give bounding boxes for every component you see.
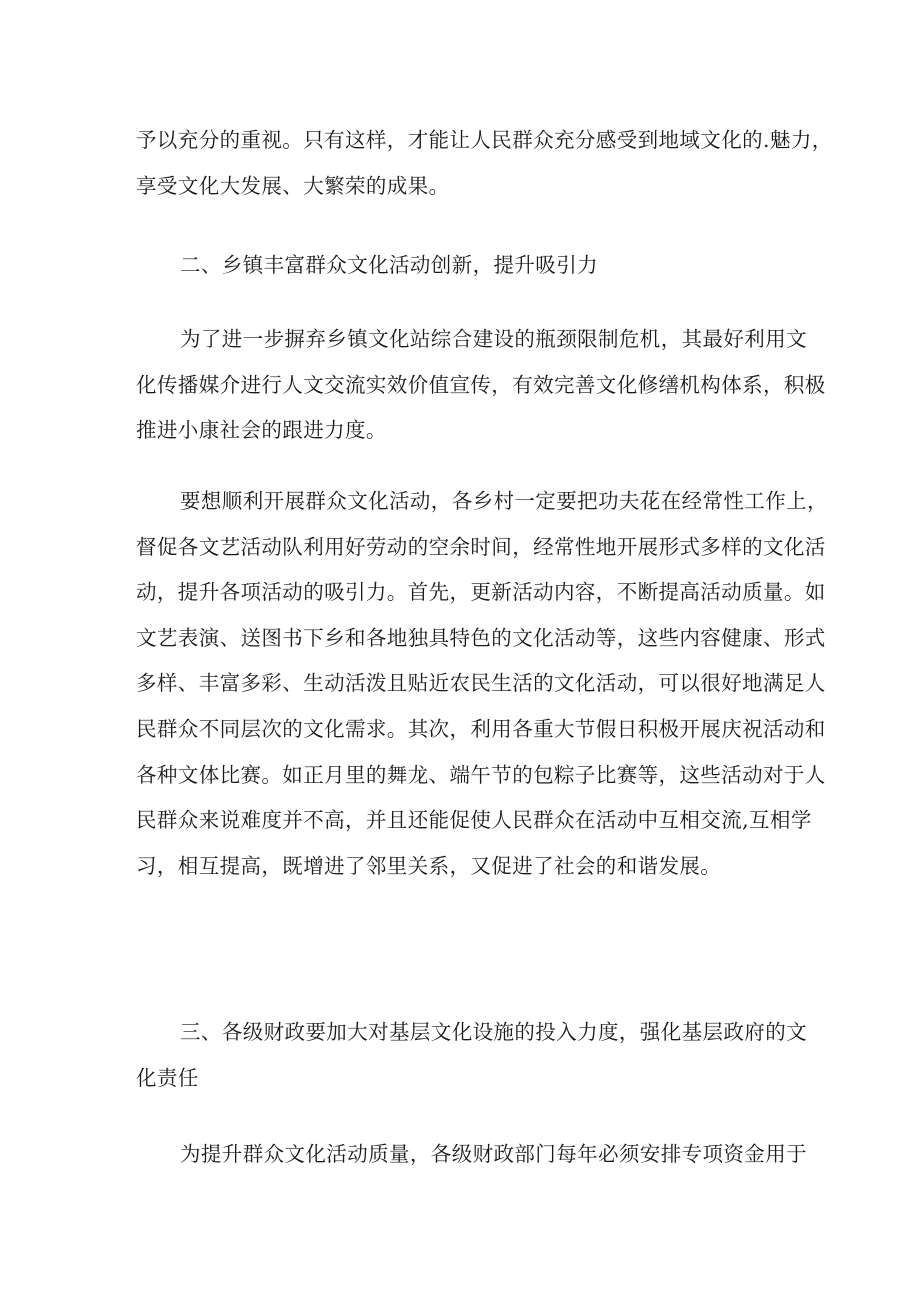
text-line: 各种文体比赛。如正月里的舞龙、端午节的包粽子比赛等，这些活动对于人	[136, 762, 826, 787]
text-line: 多样、丰富多彩、生动活泼且贴近农民生活的文化活动，可以很好地满足人	[136, 671, 826, 696]
heading-line: 二、乡镇丰富群众文化活动创新，提升吸引力	[180, 253, 598, 277]
text-line: 享受文化大发展、大繁荣的成果。	[136, 173, 450, 198]
paragraph-2	[136, 317, 826, 454]
heading-line: 三、各级财政要加大对基层文化设施的投入力度，强化基层政府的文	[180, 1020, 807, 1044]
paragraph-4	[136, 1132, 807, 1178]
text-line: 督促各文艺活动队利用好劳动的空余时间，经常性地开展形式多样的文化活	[136, 534, 826, 559]
text-line: 推进小康社会的跟进力度。	[136, 418, 387, 443]
section-heading-3	[136, 1010, 807, 1101]
text-line: 为提升群众文化活动质量，各级财政部门每年必须安排专项资金用于	[180, 1142, 807, 1166]
text-line: 为了进一步摒弃乡镇文化站综合建设的瓶颈限制危机，其最好利用文	[180, 327, 807, 351]
text-line: 化传播媒介进行人文交流实效价值宣传，有效完善文化修缮机构体系，积极	[136, 372, 826, 397]
text-line: 民群众来说难度并不高，并且还能促使人民群众在活动中互相交流,互相学	[136, 808, 812, 833]
text-line: 习，相互提高，既增进了邻里关系，又促进了社会的和谐发展。	[136, 853, 722, 878]
heading-line: 化责任	[136, 1065, 199, 1090]
text-line: 动，提升各项活动的吸引力。首先，更新活动内容，不断提高活动质量。如	[136, 580, 826, 605]
text-line: 文艺表演、送图书下乡和各地独具特色的文化活动等，这些内容健康、形式	[136, 625, 826, 650]
text-line: 予以充分的重视。只有这样，才能让人民群众充分感受到地域文化的.魅力，	[136, 128, 833, 152]
text-line: 民群众不同层次的文化需求。其次，利用各重大节假日积极开展庆祝活动和	[136, 716, 826, 741]
section-heading-2	[136, 243, 796, 289]
paragraph-3	[136, 479, 828, 889]
text-line: 要想顺利开展群众文化活动，各乡村一定要把功夫花在经常性工作上，	[180, 489, 828, 513]
paragraph-continuation	[136, 118, 833, 209]
